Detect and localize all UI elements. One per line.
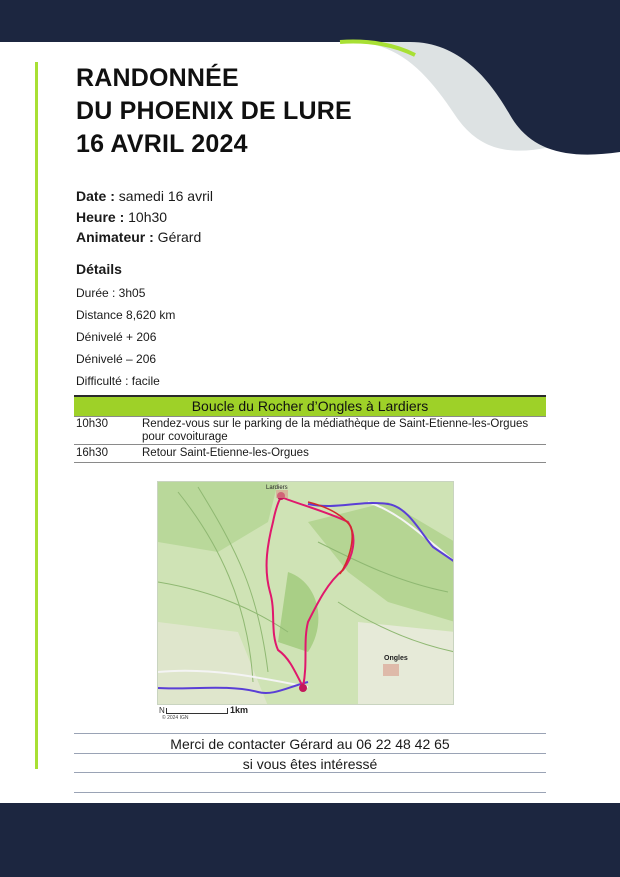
leader-row <box>76 227 213 248</box>
map-scale-bar <box>166 708 228 714</box>
schedule-text: Rendez-vous sur le parking de la médiathèque de Saint-Etienne-les-Orgues pour covoiturage <box>142 418 529 443</box>
top-navy-band <box>0 0 620 42</box>
title-line-1: RANDONNÉE <box>76 64 239 92</box>
detail-elevation-loss: Dénivelé – 206 <box>76 352 157 366</box>
contact-spacer-line <box>74 773 546 793</box>
date-value: samedi 16 avril <box>114 188 213 204</box>
detail-duration: Durée : 3h05 <box>76 286 146 300</box>
schedule-text: Retour Saint-Etienne-les-Orgues <box>142 447 309 459</box>
map-copyright: © 2024 IGN <box>162 715 189 721</box>
contact-block <box>74 733 546 793</box>
time-row <box>76 207 213 228</box>
map-place-bottom-right: Ongles <box>384 655 408 662</box>
leader-label: Animateur : <box>76 229 154 245</box>
title-line-3: 16 AVRIL 2024 <box>76 130 248 158</box>
details-heading: Détails <box>76 261 122 277</box>
date-row <box>76 186 213 207</box>
schedule-table <box>74 395 546 463</box>
bottom-navy-band <box>0 803 620 877</box>
contact-line-2: si vous êtes intéressé <box>74 753 546 773</box>
detail-difficulty: Difficulté : facile <box>76 374 160 388</box>
schedule-row <box>74 416 546 444</box>
title-line-2: DU PHOENIX DE LURE <box>76 97 352 125</box>
details-list <box>76 286 175 396</box>
map-scale-label: 1km <box>230 705 249 715</box>
time-label: Heure : <box>76 208 125 225</box>
detail-distance: Distance 8,620 km <box>76 308 176 322</box>
leader-value: Gérard <box>153 229 202 245</box>
schedule-time: 16h30 <box>76 447 108 459</box>
route-map-graphic <box>158 482 454 705</box>
north-indicator: N <box>159 706 165 715</box>
schedule-row <box>74 444 546 463</box>
route-map <box>157 481 454 705</box>
time-value: 10h30 <box>124 208 168 225</box>
map-place-top: Lardiers <box>266 485 288 491</box>
contact-line-1: Merci de contacter Gérard au 06 22 48 42 65 <box>74 733 546 753</box>
schedule-title: Boucle du Rocher d’Ongles à Lardiers <box>74 397 546 416</box>
schedule-time: 10h30 <box>76 418 108 430</box>
date-label: Date : <box>76 188 115 204</box>
left-green-bar <box>35 62 38 769</box>
event-info <box>76 186 213 248</box>
detail-elevation-gain: Dénivelé + 206 <box>76 330 157 344</box>
page-title <box>76 62 352 161</box>
